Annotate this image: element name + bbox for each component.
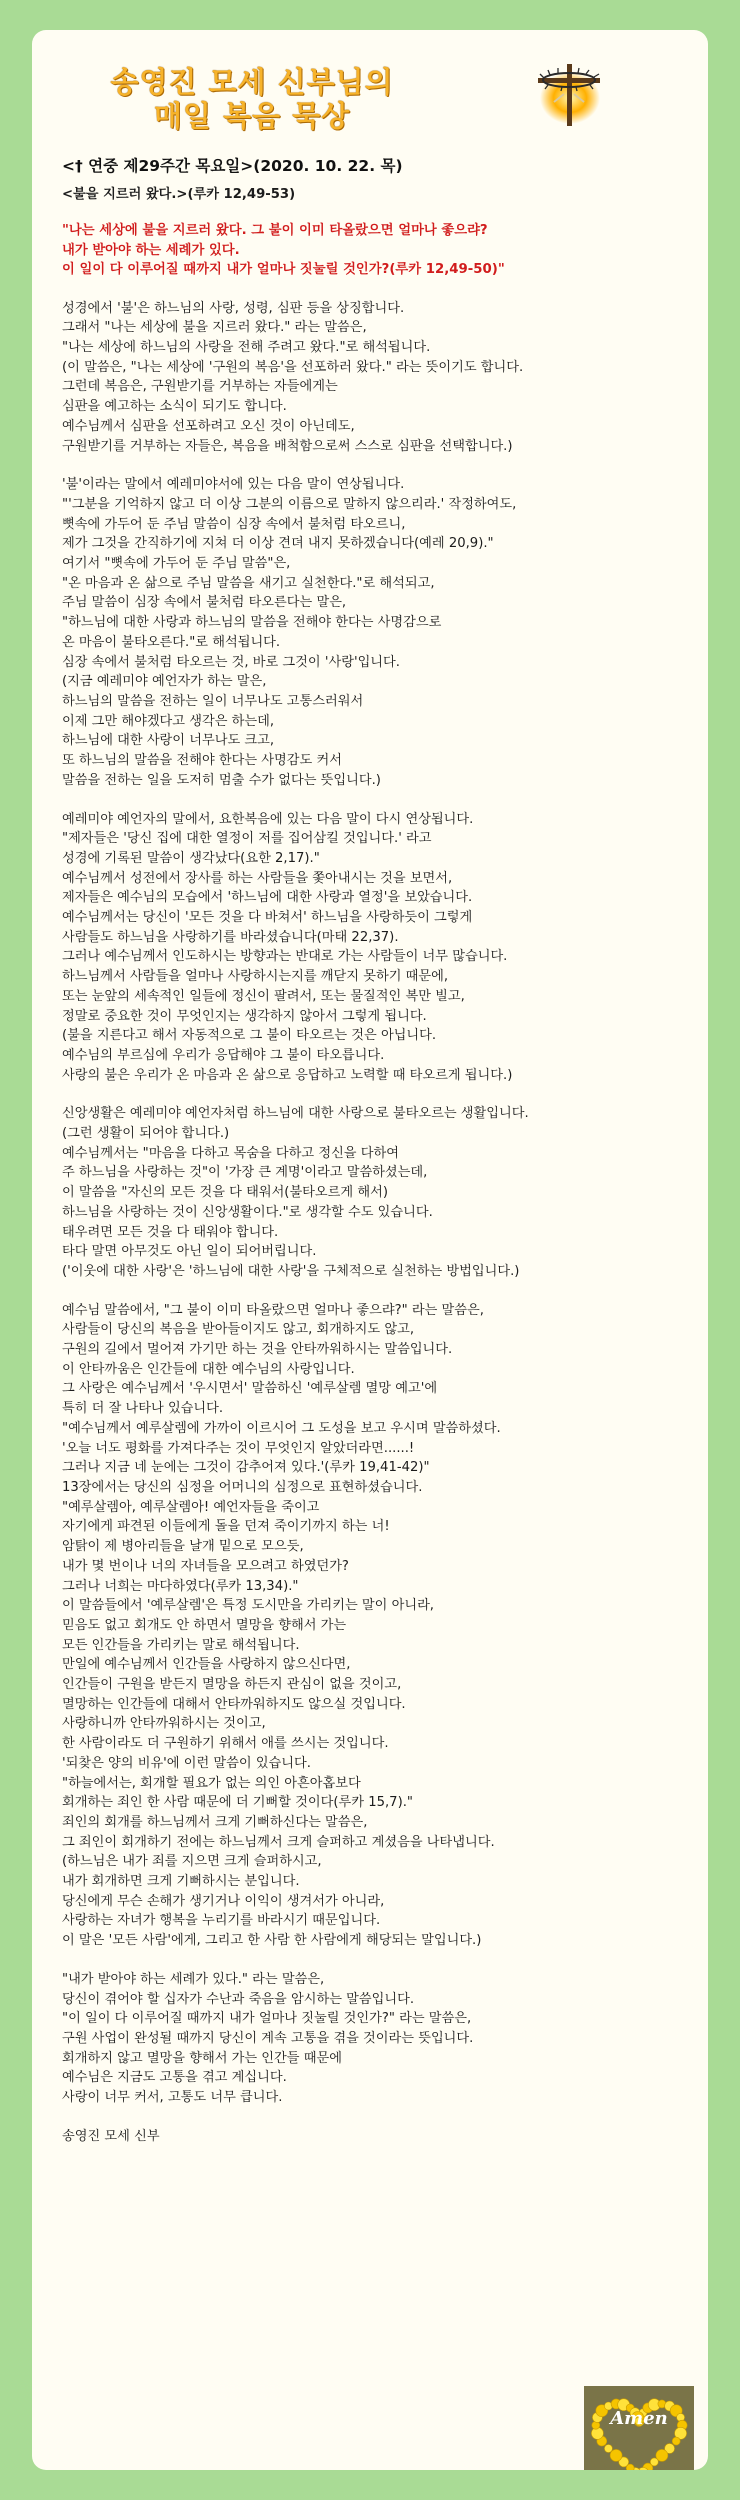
paragraph-line: 하느님의 말씀을 전하는 일이 너무나도 고통스러워서 [62, 693, 364, 709]
paragraph-line: 그러나 너희는 마다하였다(루카 13,34)." [62, 1578, 299, 1594]
paragraph-line: "내가 받아야 하는 세례가 있다." 라는 말씀은, [62, 1971, 325, 1987]
paragraph-line: 자기에게 파견된 이들에게 돌을 던져 죽이기까지 하는 너! [62, 1519, 390, 1535]
paragraph-line: 사랑하는 자녀가 행복을 누리기를 바라시기 때문입니다. [62, 1913, 381, 1929]
paragraph-line: 하느님에 대한 사랑이 너무나도 크고, [62, 733, 275, 749]
paragraph-line: 죄인의 회개를 하느님께서 크게 기뻐하신다는 말씀은, [62, 1814, 368, 1830]
paragraph-line: '오늘 너도 평화를 가져다주는 것이 무엇인지 알았더라면......! [62, 1440, 415, 1456]
paragraph-line: 사람들이 당신의 복음을 받아들이지도 않고, 회개하지도 않고, [62, 1322, 415, 1338]
paragraph-line: 그 사랑은 예수님께서 '우시면서' 말씀하신 '예루살렘 멸망 예고'에 [62, 1381, 438, 1397]
paragraph-line: 또는 눈앞의 세속적인 일들에 정신이 팔려서, 또는 물질적인 복만 빌고, [62, 988, 465, 1004]
paragraph-line: 내가 몇 번이나 너의 자녀들을 모으려고 하였던가? [62, 1558, 349, 1574]
paragraph-line: "예수님께서 예루살렘에 가까이 이르시어 그 도성을 보고 우시며 말씀하셨다. [62, 1420, 501, 1436]
paragraph-line: 예레미야 예언자의 말에서, 요한복음에 있는 다음 말이 다시 연상됩니다. [62, 811, 474, 827]
paragraph [62, 299, 692, 457]
paragraph-line: 여기서 "뼛속에 가두어 둔 주님 말씀"은, [62, 556, 291, 572]
paragraph [62, 475, 692, 790]
paragraph-line: 심판을 예고하는 소식이 되기도 합니다. [62, 399, 287, 415]
paragraph-line: 사랑이 너무 커서, 고통도 너무 큽니다. [62, 2090, 283, 2106]
paragraph-line: 주 하느님을 사랑하는 것"이 '가장 큰 계명'이라고 말씀하셨는데, [62, 1165, 428, 1181]
paragraph-line: 멸망하는 인간들에 대해서 안타까워하지도 않으실 것입니다. [62, 1696, 406, 1712]
paragraph-line: (하느님은 내가 죄를 지으면 크게 슬퍼하시고, [62, 1854, 322, 1870]
paragraph-line: 뼛속에 가두어 둔 주님 말씀이 심장 속에서 불처럼 타오르니, [62, 516, 406, 532]
paragraph-line: 특히 더 잘 나타나 있습니다. [62, 1401, 224, 1417]
paragraph-line: 하느님께서 사람들을 얼마나 사랑하시는지를 깨닫지 못하기 때문에, [62, 969, 449, 985]
amen-flower-wreath-image [584, 2386, 694, 2470]
paragraph-line: 믿음도 없고 회개도 안 하면서 멸망을 향해서 가는 [62, 1617, 347, 1633]
paragraph-line: 그 죄인이 회개하기 전에는 하느님께서 크게 슬퍼하고 계셨음을 나타냅니다. [62, 1834, 495, 1850]
paragraph [62, 1301, 692, 1951]
page-card [32, 30, 708, 2470]
paragraph-line: 성경에 기록된 말씀이 생각났다(요한 2,17)." [62, 850, 320, 866]
paragraph-line: 신앙생활은 예레미야 예언자처럼 하느님에 대한 사랑으로 불타오르는 생활입니다. [62, 1106, 529, 1122]
title-line-2: 매일 복음 묵상 [153, 99, 351, 133]
paragraph [62, 810, 692, 1086]
paragraph-line: 말씀을 전하는 일을 도저히 멈출 수가 없다는 뜻입니다.) [62, 772, 381, 788]
title-line-1: 송영진 모세 신부님의 [110, 65, 394, 99]
paragraph-line: 예수님께서 심판을 선포하려고 오신 것이 아닌데도, [62, 418, 355, 434]
paragraph-line: 예수님은 지금도 고통을 겪고 계십니다. [62, 2070, 287, 2086]
paragraph-line: 구원의 길에서 멀어져 가기만 하는 것을 안타까워하시는 말씀입니다. [62, 1342, 453, 1358]
paragraph-line: 그러나 지금 네 눈에는 그것이 감추어져 있다.'(루카 19,41-42)" [62, 1460, 430, 1476]
paragraph-line: "하느님에 대한 사랑과 하느님의 말씀을 전해야 한다는 사명감으로 [62, 615, 442, 631]
paragraphs [62, 299, 692, 2108]
paragraph-line: ('이웃에 대한 사랑'은 '하느님에 대한 사랑'을 구체적으로 실천하는 방법입니다.) [62, 1263, 520, 1279]
paragraph-line: 내가 회개하면 크게 기뻐하시는 분입니다. [62, 1874, 300, 1890]
paragraph-line: 한 사람이라도 더 구원하기 위해서 애를 쓰시는 것입니다. [62, 1736, 389, 1752]
amen-text: Amen [610, 2408, 668, 2429]
paragraph-line: 모든 인간들을 가리키는 말로 해석됩니다. [62, 1637, 300, 1653]
paragraph-line: 태우려면 모든 것을 다 태워야 합니다. [62, 1224, 279, 1240]
paragraph-line: 이 말씀들에서 '예루살렘'은 특정 도시만을 가리키는 말이 아니라, [62, 1598, 435, 1614]
paragraph-line: 사람들도 하느님을 사랑하기를 바라셨습니다(마태 22,37). [62, 929, 399, 945]
meditation-content [62, 157, 692, 2147]
paragraph-line: 그런데 복음은, 구원받기를 거부하는 자들에게는 [62, 379, 338, 395]
crown-of-thorns-cross-icon [518, 58, 618, 128]
paragraph-line: 이 말은 '모든 사람'에게, 그리고 한 사람 한 사람에게 해당되는 말입니다.) [62, 1933, 482, 1949]
paragraph-line: 13장에서는 당신의 심정을 어머니의 심정으로 표현하셨습니다. [62, 1480, 423, 1495]
paragraph [62, 1970, 692, 2108]
paragraph-line: 사랑의 불은 우리가 온 마음과 온 삶으로 응답하고 노력할 때 타오르게 됩니다.) [62, 1067, 513, 1083]
paragraph-line: '되찾은 양의 비유'에 이런 말씀이 있습니다. [62, 1755, 311, 1771]
paragraph-line: 사랑하니까 안타까워하시는 것이고, [62, 1716, 266, 1732]
paragraph-line: 또 하느님의 말씀을 전해야 한다는 사명감도 커서 [62, 753, 342, 769]
paragraph-line: "제자들은 '당신 집에 대한 열정이 저를 집어삼킬 것입니다.' 라고 [62, 831, 432, 847]
paragraph-line: 회개하지 않고 멸망을 향해서 가는 인간들 때문에 [62, 2050, 342, 2066]
paragraph-line: 제자들은 예수님의 모습에서 '하느님에 대한 사랑과 열정'을 보았습니다. [62, 890, 473, 906]
paragraph-line: 그러나 예수님께서 인도하시는 방향과는 반대로 가는 사람들이 너무 많습니다. [62, 949, 508, 965]
paragraph-line: 예수님 말씀에서, "그 불이 이미 타올랐으면 얼마나 좋으랴?" 라는 말씀은, [62, 1302, 484, 1318]
paragraph-line: "예루살렘아, 예루살렘아! 예언자들을 죽이고 [62, 1499, 320, 1515]
paragraph-line: 온 마음이 불타오른다."로 해석됩니다. [62, 634, 281, 650]
paragraph-line: 예수님께서는 "마음을 다하고 목숨을 다하고 정신을 다하여 [62, 1145, 399, 1161]
verse-line: 내가 받아야 하는 세례가 있다. [62, 242, 240, 258]
paragraph [62, 1104, 692, 1281]
paragraph-line: 이 안타까움은 인간들에 대한 예수님의 사랑입니다. [62, 1361, 355, 1377]
paragraph-line: "이 일이 다 이루어질 때까지 내가 얼마나 짓눌릴 것인가?" 라는 말씀은, [62, 2011, 472, 2027]
paragraph-line: (지금 예레미야 예언자가 하는 말은, [62, 674, 267, 690]
paragraph-line: 그래서 "나는 세상에 불을 지르러 왔다." 라는 말씀은, [62, 320, 367, 336]
paragraph-line: 하느님을 사랑하는 것이 신앙생활이다."로 생각할 수도 있습니다. [62, 1204, 433, 1220]
paragraph-line: (그런 생활이 되어야 합니다.) [62, 1126, 230, 1142]
paragraph-line: 이 말씀을 "자신의 모든 것을 다 태워서(불타오르게 해서) [62, 1185, 388, 1201]
verse-line: "나는 세상에 불을 지르러 왔다. 그 불이 이미 타올랐으면 얼마나 좋으랴? [62, 223, 488, 239]
paragraph-line: 이제 그만 해야겠다고 생각은 하는데, [62, 713, 275, 729]
signature: 송영진 모세 신부 [62, 2128, 160, 2144]
paragraph-line: 당신이 겪어야 할 십자가 수난과 죽음을 암시하는 말씀입니다. [62, 1991, 415, 2007]
paragraph-line: 주님 말씀이 심장 속에서 불처럼 타오른다는 말은, [62, 595, 347, 611]
paragraph-line: (이 말씀은, "나는 세상에 '구원의 복음'을 선포하러 왔다." 라는 뜻이기도 합니다. [62, 359, 524, 375]
paragraph-line: 심장 속에서 불처럼 타오르는 것, 바로 그것이 '사랑'입니다. [62, 654, 400, 670]
paragraph-line: 구원받기를 거부하는 자들은, 복음을 배척함으로써 스스로 심판을 선택합니다.) [62, 438, 513, 454]
date-line: <† 연중 제29주간 목요일>(2020. 10. 22. 목) [62, 157, 403, 175]
paragraph-line: "나는 세상에 하느님의 사랑을 전해 주려고 왔다."로 해석됩니다. [62, 340, 431, 356]
paragraph-line: 만일에 예수님께서 인간들을 사랑하지 않으신다면, [62, 1657, 351, 1673]
paragraph-line: 예수님께서는 당신이 '모든 것을 다 바쳐서' 하느님을 사랑하듯이 그렇게 [62, 910, 473, 926]
header-banner [32, 30, 708, 133]
paragraph-line: (불을 지른다고 해서 자동적으로 그 불이 타오르는 것은 아닙니다. [62, 1028, 437, 1044]
paragraph-line: 구원 사업이 완성될 때까지 당신이 계속 고통을 겪을 것이라는 뜻입니다. [62, 2030, 474, 2046]
paragraph-line: 제가 그것을 간직하기에 지쳐 더 이상 견뎌 내지 못하겠습니다(예레 20,9)." [62, 536, 494, 552]
paragraph-line: 암탉이 제 병아리들을 날개 밑으로 모으듯, [62, 1539, 304, 1555]
paragraph-line: "'그분을 기억하지 않고 더 이상 그분의 이름으로 말하지 않으리라.' 작정하여도, [62, 496, 517, 512]
paragraph-line: "온 마음과 온 삶으로 주님 말씀을 새기고 실천한다."로 해석되고, [62, 575, 435, 591]
paragraph-line: 성경에서 '불'은 하느님의 사랑, 성령, 심판 등을 상징합니다. [62, 300, 405, 316]
paragraph-line: "하늘에서는, 회개할 필요가 없는 의인 아흔아홉보다 [62, 1775, 361, 1791]
verse-line: 이 일이 다 이루어질 때까지 내가 얼마나 짓눌릴 것인가?(루카 12,49-50)" [62, 262, 505, 278]
gospel-verse [62, 221, 692, 279]
paragraph-line: 예수님께서 성전에서 장사를 하는 사람들을 쫓아내시는 것을 보면서, [62, 870, 453, 886]
paragraph-line: 예수님의 부르심에 우리가 응답해야 그 불이 타오릅니다. [62, 1047, 385, 1063]
gospel-reference: <불을 지르러 왔다.>(루카 12,49-53) [62, 186, 296, 202]
paragraph-line: 인간들이 구원을 받든지 멸망을 하든지 관심이 없을 것이고, [62, 1677, 402, 1693]
paragraph-line: 타다 말면 아무것도 아닌 일이 되어버립니다. [62, 1244, 317, 1260]
paragraph-line: '불'이라는 말에서 예레미야서에 있는 다음 말이 연상됩니다. [62, 477, 405, 493]
paragraph-line: 정말로 중요한 것이 무엇인지는 생각하지 않아서 그렇게 됩니다. [62, 1008, 427, 1024]
paragraph-line: 당신에게 무슨 손해가 생기거나 이익이 생겨서가 아니라, [62, 1893, 385, 1909]
paragraph-line: 회개하는 죄인 한 사람 때문에 더 기뻐할 것이다(루카 15,7)." [62, 1795, 413, 1811]
